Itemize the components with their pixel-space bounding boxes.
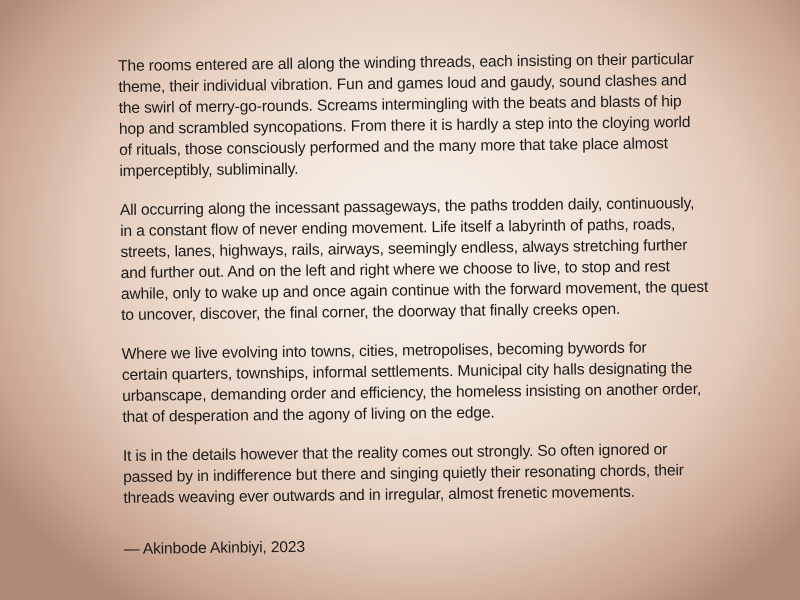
text-line: It is in the details however that the reality comes out strongly. So often ignored or xyxy=(122,441,668,465)
text-line: to uncover, discover, the final corner, the doorway that finally creeks open. xyxy=(121,300,621,324)
text-line: imperceptibly, subliminally. xyxy=(119,160,299,180)
text-line: and further out. And on the left and right where we choose to live, to stop and rest xyxy=(120,258,670,282)
text-line: urbanscape, demanding order and efficiency, the homeless insisting on another order, xyxy=(122,380,702,405)
text-line: threads weaving ever outwards and in irregular, almost frenetic movements. xyxy=(123,483,636,507)
paragraph-rooms xyxy=(118,49,719,182)
author-signature: — Akinbode Akinbiyi, 2023 xyxy=(123,538,306,558)
text-line: All occurring along the incessant passageways, the paths trodden daily, continuously, xyxy=(119,194,695,219)
paragraph-details xyxy=(123,439,724,509)
paragraph-passageways xyxy=(120,193,721,326)
text-line: awhile, only to wake up and once again continue with the forward movement, the quest xyxy=(120,278,709,303)
text-line: hop and scrambled syncopations. From there it is hardly a step into the cloying world xyxy=(118,114,691,138)
text-line: The rooms entered are all along the winding threads, each insisting on their particular xyxy=(118,50,694,75)
text-line: passed by in indifference but there and singing quietly their resonating chords, their xyxy=(123,462,684,486)
text-line: of rituals, those consciously performed and the many more that take place almost xyxy=(119,135,669,159)
wall-text-panel xyxy=(118,49,724,560)
text-line: that of desperation and the agony of living on the edge. xyxy=(122,404,495,426)
text-line: certain quarters, townships, informal settlements. Municipal city halls designating the xyxy=(121,360,693,384)
text-line: theme, their individual vibration. Fun and games loud and gaudy, sound clashes and xyxy=(118,72,687,96)
text-line: Where we live evolving into towns, cities, metropolises, becoming bywords for xyxy=(121,339,647,363)
text-line: the swirl of merry-go-rounds. Screams intermingling with the beats and blasts of hip xyxy=(118,93,682,117)
paragraph-where-we-live xyxy=(122,337,723,428)
text-line: in a constant flow of never ending movement. Life itself a labyrinth of paths, roads, xyxy=(120,216,676,240)
text-line: streets, lanes, highways, rails, airways, seemingly endless, always stretching further xyxy=(120,237,688,261)
